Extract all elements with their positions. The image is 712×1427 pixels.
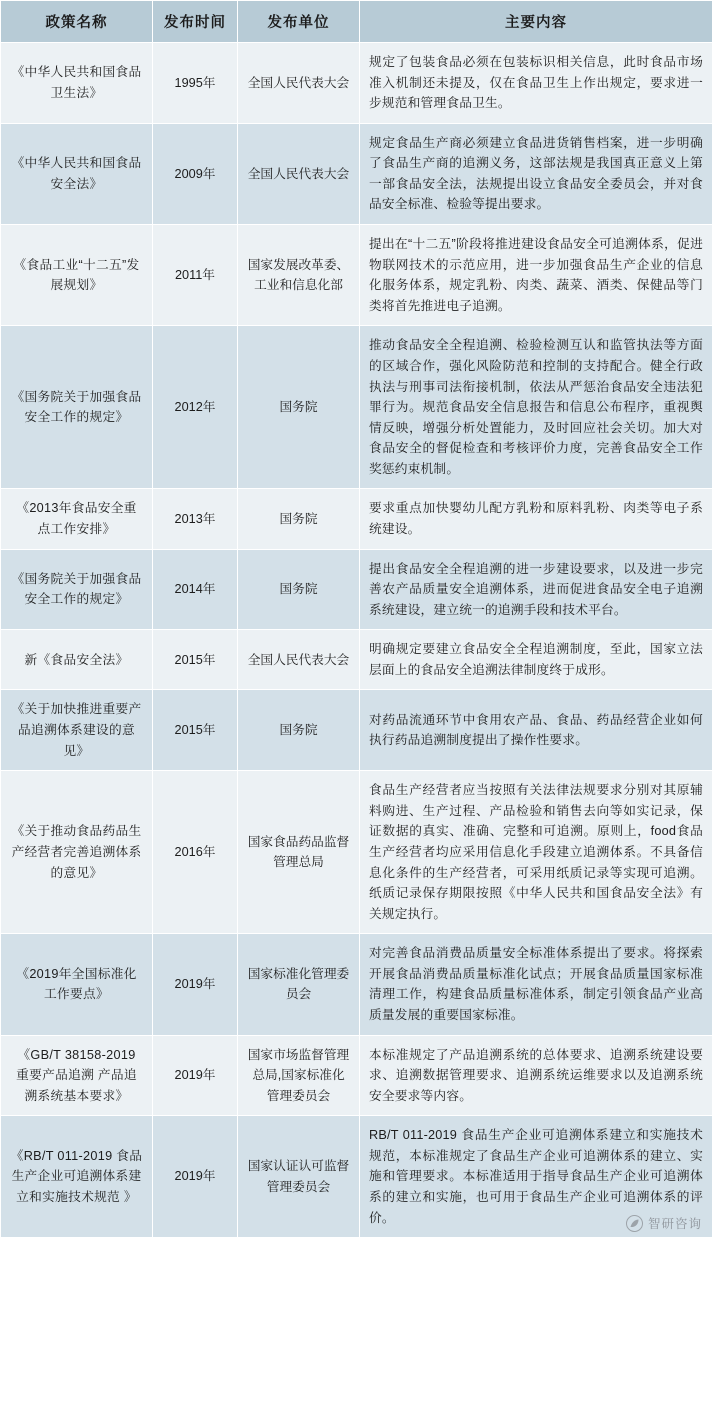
table-header: [1, 1, 712, 43]
cell-policy-name: 《GB/T 38158-2019 重要产品追溯 产品追溯系统基本要求》: [1, 1035, 153, 1116]
table-row: [1, 549, 712, 630]
watermark-text: 智研咨询: [647, 1217, 702, 1232]
cell-main-content: 推动食品安全全程追溯、检验检测互认和监管执法等方面的区域合作，强化风险防范和控制的支持配合。健全行政执法与刑事司法衔接机制，依法从严惩治食品安全违法犯罪行为。规范食品安全信息报告和信息公布程序，重视舆情反映，增强分析处置能力，及时回应社会关切。加大对食品安全的督促检查和考核评价力度，完善食品安全工作奖惩约束机制。: [360, 326, 712, 489]
cell-release-unit: 国家发展改革委、工业和信息化部: [238, 225, 360, 326]
cell-release-unit: 国家认证认可监督管理委员会: [238, 1116, 360, 1238]
cell-policy-name: 《2019年全国标准化工作要点》: [1, 934, 153, 1035]
cell-release-unit: 全国人民代表大会: [238, 43, 360, 124]
cell-release-unit: 国务院: [238, 489, 360, 549]
cell-policy-name: 《关于加快推进重要产品追溯体系建设的意见》: [1, 690, 153, 771]
cell-policy-name: 《关于推动食品药品生产经营者完善追溯体系的意见》: [1, 771, 153, 934]
cell-policy-name: 《中华人民共和国食品卫生法》: [1, 43, 153, 124]
cell-main-content: 本标准规定了产品追溯系统的总体要求、追溯系统建设要求、追溯数据管理要求、追溯系统运维要求以及追溯系统安全要求等内容。: [360, 1035, 712, 1116]
cell-release-unit: 国家市场监督管理总局,国家标准化管理委员会: [238, 1035, 360, 1116]
cell-policy-name: 《食品工业“十二五”发展规划》: [1, 225, 153, 326]
cell-release-date: 2012年: [153, 326, 238, 489]
cell-policy-name: 新《食品安全法》: [1, 630, 153, 690]
cell-main-content: RB/T 011-2019 食品生产企业可追溯体系建立和实施技术规范，本标准规定了食品生产企业可追溯体系的建立、实施和管理要求。本标准适用于指导食品生产企业可追溯体系的建立和实施，也可用于食品生产企业可追溯体系的评价。: [360, 1116, 712, 1238]
cell-main-content: 提出在“十二五”阶段将推进建设食品安全可追溯体系，促进物联网技术的示范应用，进一步加强食品生产企业的信息化服务体系，规定乳粉、肉类、蔬菜、酒类、保健品等门类将首先推进电子追溯。: [360, 225, 712, 326]
cell-main-content: 对完善食品消费品质量安全标准体系提出了要求。将探索开展食品消费品质量标准化试点；开展食品质量国家标准清理工作，构建食品质量标准体系，制定引领食品产业高质量发展的重要国家标准。: [360, 934, 712, 1035]
cell-policy-name: 《中华人民共和国食品安全法》: [1, 123, 153, 224]
cell-release-unit: 国务院: [238, 690, 360, 771]
cell-release-date: 2016年: [153, 771, 238, 934]
column-header-release-unit: 发布单位: [238, 1, 360, 43]
cell-release-date: 2019年: [153, 1035, 238, 1116]
cell-release-unit: 全国人民代表大会: [238, 630, 360, 690]
table-row: [1, 489, 712, 549]
cell-release-date: 2009年: [153, 123, 238, 224]
cell-policy-name: 《2013年食品安全重点工作安排》: [1, 489, 153, 549]
cell-release-unit: 全国人民代表大会: [238, 123, 360, 224]
table-row: [1, 630, 712, 690]
table-row: [1, 690, 712, 771]
table-header-row: [1, 1, 712, 43]
table-row: [1, 225, 712, 326]
table-row: [1, 934, 712, 1035]
table-row: [1, 326, 712, 489]
cell-main-content: 对药品流通环节中食用农产品、食品、药品经营企业如何执行药品追溯制度提出了操作性要求。: [360, 690, 712, 771]
cell-release-unit: 国家食品药品监督管理总局: [238, 771, 360, 934]
column-header-release-date: 发布时间: [153, 1, 238, 43]
cell-release-unit: 国务院: [238, 326, 360, 489]
table-row: [1, 1116, 712, 1238]
table-row: [1, 771, 712, 934]
cell-release-unit: 国务院: [238, 549, 360, 630]
cell-policy-name: 《RB/T 011-2019 食品生产企业可追溯体系建立和实施技术规范 》: [1, 1116, 153, 1238]
cell-main-content: 食品生产经营者应当按照有关法律法规要求分别对其原辅料购进、生产过程、产品检验和销售去向等如实记录，保证数据的真实、准确、完整和可追溯。原则上，food食品生产经营者均应采用信息化手段建立追溯体系。不具备信息化条件的生产经营者，可采用纸质记录等实现可追溯。纸质记录保存期限按照《中华人民共和国食品安全法》有关规定执行。: [360, 771, 712, 934]
cell-release-date: 2015年: [153, 690, 238, 771]
cell-release-date: 1995年: [153, 43, 238, 124]
table-row: [1, 123, 712, 224]
column-header-policy-name: 政策名称: [1, 1, 153, 43]
cell-main-content: 明确规定要建立食品安全全程追溯制度，至此，国家立法层面上的食品安全追溯法律制度终于成形。: [360, 630, 712, 690]
cell-policy-name: 《国务院关于加强食品安全工作的规定》: [1, 326, 153, 489]
cell-release-date: 2014年: [153, 549, 238, 630]
cell-release-date: 2011年: [153, 225, 238, 326]
cell-main-content: 规定食品生产商必须建立食品进货销售档案，进一步明确了食品生产商的追溯义务，这部法规是我国真正意义上第一部食品安全法，法规提出设立食品安全委员会，并对食品安全标准、检验等提出要求。: [360, 123, 712, 224]
table-row: [1, 1035, 712, 1116]
cell-release-date: 2019年: [153, 934, 238, 1035]
column-header-main-content: 主要内容: [360, 1, 712, 43]
table-row: [1, 43, 712, 124]
cell-release-date: 2015年: [153, 630, 238, 690]
cell-main-content: 提出食品安全全程追溯的进一步建设要求，以及进一步完善农产品质量安全追溯体系，进而促进食品安全电子追溯系统建设，建立统一的追溯手段和技术平台。: [360, 549, 712, 630]
cell-policy-name: 《国务院关于加强食品安全工作的规定》: [1, 549, 153, 630]
cell-main-content: 要求重点加快婴幼儿配方乳粉和原料乳粉、肉类等电子系统建设。: [360, 489, 712, 549]
cell-release-unit: 国家标准化管理委员会: [238, 934, 360, 1035]
cell-release-date: 2013年: [153, 489, 238, 549]
table-body: [1, 43, 712, 1238]
cell-main-content: 规定了包装食品必须在包装标识相关信息，此时食品市场准入机制还未提及，仅在食品卫生上作出规定，要求进一步规范和管理食品卫生。: [360, 43, 712, 124]
cell-release-date: 2019年: [153, 1116, 238, 1238]
